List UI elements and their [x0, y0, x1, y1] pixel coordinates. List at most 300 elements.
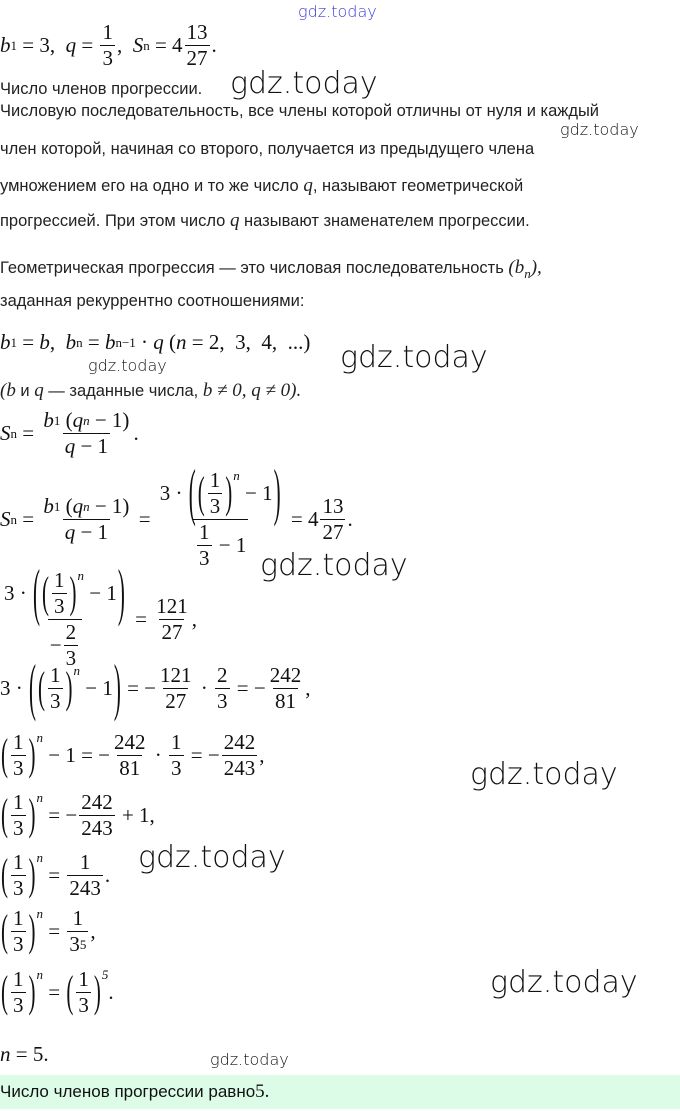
denominator	[67, 875, 103, 901]
subscript: n	[143, 37, 150, 53]
math-variable: S	[0, 507, 11, 531]
math-text: 27	[161, 620, 183, 644]
math-text: ·	[195, 676, 214, 700]
math-text: 243	[223, 756, 256, 780]
watermark: gdz.today	[340, 340, 488, 375]
right-paren: )	[273, 456, 281, 528]
math-text: −	[49, 633, 62, 657]
watermark: gdz.today	[260, 548, 408, 583]
math-text: 3	[13, 876, 24, 900]
math-text: =	[43, 919, 66, 943]
math-text: 27	[186, 46, 208, 70]
subscript: n	[10, 511, 17, 527]
parenthesized	[188, 456, 282, 528]
math-variable: S	[0, 421, 11, 445]
math-text: 1	[13, 730, 24, 754]
numerator	[48, 663, 63, 688]
fraction	[112, 730, 148, 781]
math-text: = 2, 3, 4, ...)	[186, 330, 311, 354]
equation-line	[0, 906, 96, 957]
numerator	[79, 790, 115, 815]
right-paren: )	[28, 905, 36, 956]
left-paren: (	[1, 729, 8, 780]
left-paren: (	[1, 789, 8, 840]
math-variable: q	[64, 520, 76, 544]
math-variable: q	[153, 330, 164, 354]
math-text: 3 ·	[159, 481, 188, 505]
fraction	[41, 408, 131, 459]
equation-line	[0, 790, 155, 841]
math-text: − 1)	[89, 494, 130, 518]
math-text: .	[104, 863, 111, 887]
fraction	[185, 20, 210, 71]
subscript: 1	[53, 412, 61, 428]
math-variable: b	[0, 330, 11, 354]
numerator	[215, 663, 230, 688]
denominator	[67, 931, 88, 957]
math-text: (	[163, 330, 177, 354]
left-paren: (	[66, 966, 74, 1017]
math-text: (	[60, 494, 73, 518]
math-variable: q	[72, 408, 84, 432]
math-text: 1	[50, 663, 61, 687]
parenthesized	[0, 730, 37, 781]
fraction	[320, 494, 345, 545]
math-text: − 1)	[89, 408, 130, 432]
given-values	[0, 20, 217, 71]
math-variable: b	[43, 408, 54, 432]
math-text: 1	[72, 906, 84, 930]
numerator	[112, 730, 148, 755]
math-text: 1	[171, 730, 182, 754]
denominator	[215, 688, 230, 714]
math-text: + 1,	[116, 803, 155, 827]
math-text: 243	[81, 816, 113, 840]
text: n	[524, 266, 531, 281]
paragraph-line: Числовую последовательность, все члены которой отличны от нуля и каждый	[0, 102, 600, 120]
exponent: n	[36, 790, 43, 805]
denominator	[163, 688, 188, 714]
variable-q: q	[303, 175, 313, 196]
math-text: =	[43, 863, 66, 887]
math-text: =	[133, 507, 156, 531]
math-text: =	[17, 421, 40, 445]
math-text: 3	[199, 546, 210, 570]
parenthesized	[0, 790, 37, 841]
math-text: − 1	[239, 481, 273, 505]
math-text: =	[43, 980, 66, 1004]
numerator	[11, 906, 26, 931]
numerator	[78, 850, 93, 875]
equation-line	[0, 730, 264, 781]
subscript: n	[76, 334, 83, 350]
numerator	[208, 468, 223, 493]
right-paren: )	[28, 729, 36, 780]
math-text: 3	[13, 816, 24, 840]
math-text: = 3,	[17, 33, 66, 57]
parenthesized	[0, 850, 37, 901]
denominator	[100, 45, 115, 71]
text: (b	[0, 380, 16, 401]
math-text: (	[60, 408, 73, 432]
math-text: 242	[114, 730, 146, 754]
text: прогрессией. При этом число	[0, 212, 230, 230]
math-variable: q	[64, 434, 76, 458]
exponent: n	[36, 850, 43, 865]
math-variable: n	[0, 1042, 11, 1066]
math-text: = 5.	[10, 1042, 49, 1066]
text: b ≠ 0, q ≠ 0).	[202, 380, 302, 401]
denominator	[11, 992, 26, 1018]
answer-box	[0, 1075, 680, 1109]
fraction	[11, 906, 26, 957]
watermark: gdz.today	[560, 120, 639, 139]
text: q	[34, 380, 44, 401]
numerator	[41, 494, 131, 519]
fraction	[41, 494, 131, 545]
denominator	[11, 931, 26, 957]
math-text: 1	[79, 850, 91, 874]
math-text: 243	[69, 876, 101, 900]
fraction	[48, 663, 63, 714]
math-text: =	[129, 607, 153, 631]
math-text: − 1	[75, 434, 109, 458]
math-text: 1	[78, 967, 89, 991]
math-text: 2	[217, 663, 228, 687]
math-text: − 1	[80, 676, 113, 700]
watermark-top: gdz.today	[298, 2, 377, 21]
math-variable: n	[176, 330, 187, 354]
math-text: =	[17, 330, 40, 354]
fraction	[197, 520, 212, 571]
subscript: n	[10, 425, 17, 441]
fraction	[208, 468, 223, 519]
sequence-bn	[508, 257, 542, 281]
text: , называют геометрической	[312, 177, 524, 195]
denominator	[320, 519, 345, 545]
right-paren: )	[117, 556, 125, 628]
math-text: .	[347, 507, 353, 531]
parenthesized	[41, 568, 78, 619]
numerator	[268, 663, 304, 688]
parenthesized	[197, 468, 234, 519]
left-paren: (	[1, 905, 8, 956]
denominator	[185, 45, 210, 71]
answer-text: Число членов прогрессии равно	[0, 1082, 256, 1101]
fraction	[158, 663, 194, 714]
math-variable: S	[132, 33, 144, 57]
math-text: =	[17, 507, 40, 531]
math-text: 3	[209, 494, 221, 518]
denominator	[197, 545, 212, 571]
math-variable: q	[72, 494, 84, 518]
math-text: 3	[65, 646, 77, 670]
fraction	[11, 850, 26, 901]
math-text: 3	[217, 689, 228, 713]
exponent: n	[36, 967, 43, 982]
right-paren: )	[28, 849, 36, 900]
right-paren: )	[65, 662, 73, 713]
watermark: gdz.today	[470, 757, 618, 792]
math-text: ·	[149, 743, 168, 767]
recurrence-formula	[0, 330, 310, 355]
denominator	[48, 688, 63, 714]
math-text: ,	[259, 743, 265, 767]
superscript: 5	[79, 936, 87, 952]
math-text: 3	[102, 46, 113, 70]
numerator	[158, 663, 194, 688]
denominator	[11, 755, 26, 781]
right-paren: )	[69, 567, 77, 618]
math-text: 1	[102, 20, 113, 44]
left-paren: (	[188, 456, 196, 528]
right-paren: )	[28, 966, 36, 1017]
math-text: − 1	[213, 533, 247, 557]
math-text: 1	[199, 520, 210, 544]
left-paren: (	[29, 651, 36, 723]
math-variable: b	[39, 330, 50, 354]
math-text: =	[76, 33, 99, 57]
math-text: 1	[13, 906, 24, 930]
fraction	[11, 790, 26, 841]
text: (b	[508, 257, 525, 278]
numerator	[11, 967, 26, 992]
fraction	[79, 790, 115, 841]
paragraph-line: член которой, начиная со второго, получается из предыдущего члена	[0, 140, 535, 158]
math-text: .	[108, 980, 114, 1004]
exponent: 5	[101, 967, 109, 982]
math-text: = 4	[149, 33, 183, 57]
answer-value: 5.	[255, 1081, 270, 1102]
equation-line	[0, 651, 311, 723]
left-paren: (	[1, 966, 8, 1017]
math-text: 121	[160, 663, 192, 687]
left-paren: (	[33, 556, 40, 628]
exponent: n	[36, 906, 43, 921]
watermark: gdz.today	[88, 356, 167, 375]
numerator	[222, 730, 258, 755]
math-text: ,	[116, 33, 133, 57]
paragraph-line	[0, 210, 530, 232]
definition-line: заданная рекуррентно соотношениями:	[0, 292, 305, 310]
numerator	[11, 790, 26, 815]
denominator	[63, 519, 110, 545]
watermark: gdz.today	[210, 1050, 289, 1069]
math-text: 3	[50, 689, 61, 713]
numerator	[11, 730, 26, 755]
math-text: 13	[186, 20, 208, 44]
denominator	[159, 619, 184, 645]
denominator	[193, 519, 248, 571]
fraction	[100, 20, 115, 71]
denominator	[222, 755, 258, 781]
math-text: = 4	[285, 507, 319, 531]
denominator	[11, 875, 26, 901]
numerator	[100, 20, 115, 45]
right-paren: )	[225, 467, 233, 518]
math-text: .	[211, 33, 217, 57]
watermark: gdz.today	[490, 965, 638, 1000]
denominator	[76, 992, 91, 1018]
superscript: n	[83, 412, 90, 428]
paragraph-line	[0, 175, 523, 197]
fraction	[76, 967, 91, 1018]
equation-line	[0, 967, 114, 1018]
math-text: 1	[54, 568, 65, 592]
numerator	[185, 20, 210, 45]
math-text: − 1	[84, 581, 117, 605]
math-variable: 3	[69, 932, 80, 956]
left-paren: (	[42, 567, 49, 618]
right-paren: )	[113, 651, 121, 723]
subscript: n−1	[115, 334, 136, 350]
denominator	[169, 755, 184, 781]
denominator	[63, 433, 110, 459]
math-text: = −	[185, 743, 220, 767]
numerator	[169, 730, 184, 755]
math-text: 27	[165, 689, 187, 713]
math-text: = −	[43, 803, 78, 827]
math-text: 1	[13, 967, 24, 991]
numerator	[197, 520, 212, 545]
math-text: − 1 = −	[43, 743, 111, 767]
math-text: 13	[322, 494, 344, 518]
parenthesized	[37, 663, 74, 714]
parenthesized	[0, 906, 37, 957]
numerator	[2, 556, 128, 628]
question-heading: Число членов прогрессии.	[0, 80, 203, 98]
numerator	[52, 568, 67, 593]
definition-line	[0, 257, 542, 282]
fraction	[154, 594, 190, 645]
text: Геометрическая прогрессия — это числовая последовательность	[0, 259, 509, 277]
left-paren: (	[197, 467, 205, 518]
math-text: 3 ·	[0, 676, 28, 700]
math-variable: q	[65, 33, 77, 57]
right-paren: )	[28, 789, 36, 840]
math-text: 121	[156, 594, 188, 618]
text: умножением его на одно и то же число	[0, 177, 304, 195]
result-n	[0, 1042, 49, 1067]
math-text: 81	[274, 689, 296, 713]
watermark: gdz.today	[230, 66, 378, 101]
math-text: 81	[119, 756, 141, 780]
math-text: 242	[81, 790, 113, 814]
exponent: n	[36, 730, 43, 745]
fraction	[169, 730, 184, 781]
math-text: .	[133, 421, 139, 445]
denominator	[117, 755, 142, 781]
math-text: 3	[13, 993, 24, 1017]
math-text: = −	[121, 676, 157, 700]
superscript: n	[83, 498, 90, 514]
parenthesized	[28, 651, 122, 723]
math-text: ,	[191, 607, 197, 631]
denominator	[208, 493, 223, 519]
sum-formula	[0, 408, 139, 459]
fraction	[2, 556, 128, 671]
math-text: 242	[223, 730, 256, 754]
left-paren: (	[1, 849, 8, 900]
numerator	[158, 456, 284, 528]
note-line	[0, 380, 301, 402]
denominator	[79, 815, 115, 841]
denominator	[273, 688, 298, 714]
math-variable: b	[43, 494, 54, 518]
math-text: 3 ·	[4, 581, 32, 605]
fraction	[11, 967, 26, 1018]
exponent: n	[77, 568, 84, 583]
math-text: 1	[209, 468, 221, 492]
math-text: 1	[13, 850, 24, 874]
text: ),	[530, 257, 542, 278]
equation-line	[0, 850, 110, 901]
numerator	[76, 967, 91, 992]
numerator	[11, 850, 26, 875]
parenthesized	[65, 967, 102, 1018]
fraction	[67, 906, 88, 957]
left-paren: (	[38, 662, 45, 713]
math-text: 1	[13, 790, 24, 814]
math-text: − 1	[75, 520, 109, 544]
numerator	[64, 620, 79, 645]
variable-q: q	[229, 210, 240, 231]
math-variable: b	[0, 33, 11, 57]
subscript: 1	[53, 498, 61, 514]
math-text: 242	[269, 663, 302, 687]
math-text: ·	[135, 330, 154, 354]
math-text: 3	[13, 932, 24, 956]
fraction	[215, 663, 230, 714]
fraction	[52, 568, 67, 619]
math-text: 3	[171, 756, 182, 780]
watermark: gdz.today	[138, 840, 286, 875]
math-text: = −	[231, 676, 266, 700]
fraction	[222, 730, 258, 781]
text: называют знаменателем прогрессии.	[239, 212, 530, 230]
text: и	[15, 382, 35, 400]
math-text: ,	[90, 919, 96, 943]
fraction	[11, 730, 26, 781]
fraction	[268, 663, 304, 714]
right-paren: )	[93, 966, 101, 1017]
denominator	[52, 593, 67, 619]
text: — заданные числа,	[43, 382, 203, 400]
math-text: 27	[322, 520, 344, 544]
numerator	[71, 906, 86, 931]
subscript: 1	[10, 334, 17, 350]
math-variable: b	[104, 330, 116, 354]
math-variable: b	[65, 330, 77, 354]
fraction	[67, 850, 103, 901]
parenthesized	[0, 967, 37, 1018]
math-text: ,	[49, 330, 66, 354]
math-text: 3	[13, 756, 24, 780]
numerator	[154, 594, 190, 619]
numerator	[320, 494, 345, 519]
parenthesized	[32, 556, 126, 628]
numerator	[41, 408, 131, 433]
math-text: ,	[305, 676, 311, 700]
exponent: n	[73, 663, 80, 678]
subscript: 1	[10, 37, 17, 53]
math-text: 2	[65, 620, 77, 644]
denominator	[11, 815, 26, 841]
exponent: n	[233, 468, 240, 483]
math-text: 3	[78, 993, 89, 1017]
math-text: =	[82, 330, 105, 354]
math-text: 3	[54, 594, 65, 618]
